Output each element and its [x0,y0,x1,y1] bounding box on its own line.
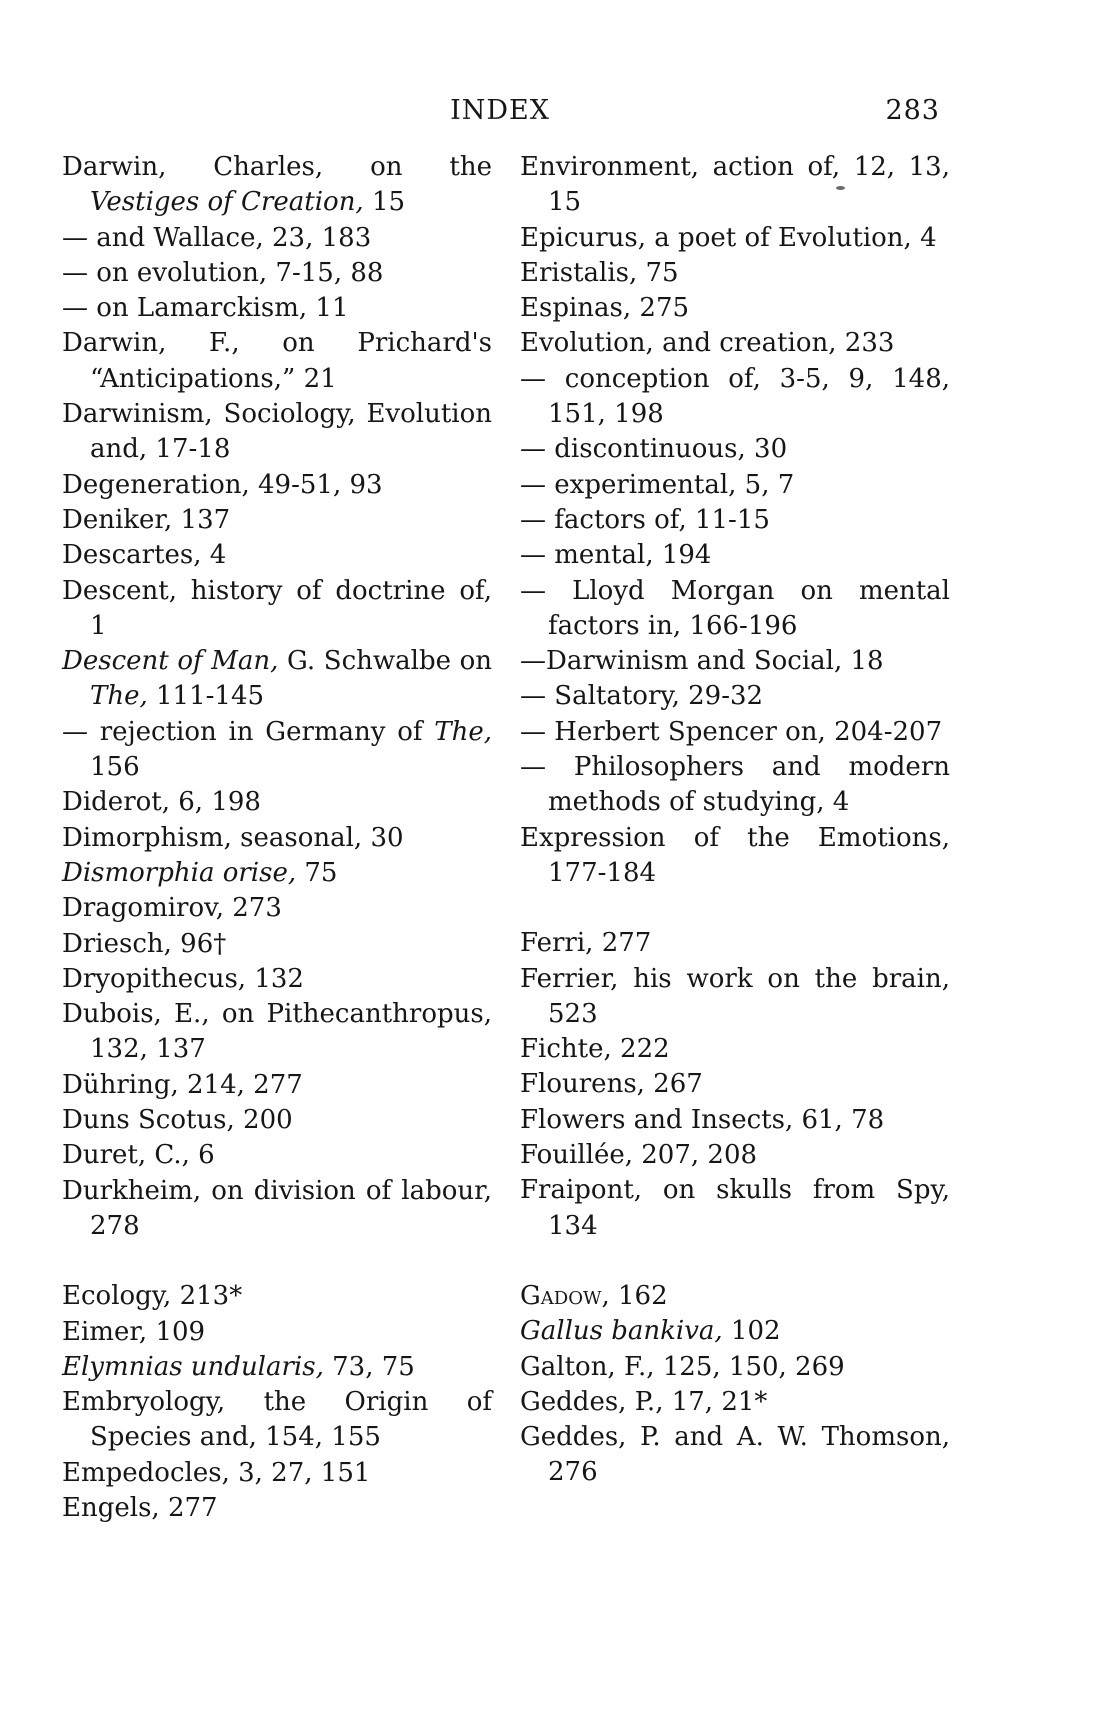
index-entry [62,856,492,891]
index-entry [520,256,950,291]
entry-text: Empedocles, 3, 27, 151 [62,1457,371,1488]
entry-text: 102 [722,1316,781,1347]
entry-text: Engels, 277 [62,1492,218,1523]
entry-text: 75 [296,857,338,888]
entry-text: — Philosophers and modern methods of studying, 4 [520,752,950,818]
entry-text: Eimer, 109 [62,1316,206,1347]
entry-text: —Darwinism and Social, 18 [520,646,884,677]
index-entry [520,503,950,538]
index-entry [62,150,492,221]
index-entry [62,1456,492,1491]
index-entry [520,926,950,961]
entry-text: Vestiges of Creation, [90,187,364,218]
entry-text: — experimental, 5, 7 [520,469,795,500]
entry-text: Ecology, 213* [62,1281,243,1312]
index-entry [520,1138,950,1173]
entry-text: Durkheim, on division of labour, 278 [62,1175,492,1241]
entry-text: G. Schwalbe on [278,646,492,677]
index-entry [520,1385,950,1420]
entry-text: — on Lamarckism, 11 [62,293,349,324]
entry-text: Fichte, 222 [520,1034,670,1065]
index-entry [62,785,492,820]
index-entry [520,679,950,714]
index-entry [520,715,950,750]
entry-text: — Saltatory, 29-32 [520,681,764,712]
entry-text: Dryopithecus, 132 [62,963,304,994]
index-entry [520,644,950,679]
entry-text: Dimorphism, seasonal, 30 [62,822,404,853]
index-entry [62,927,492,962]
entry-text: 15 [363,187,406,218]
index-entry [62,644,492,715]
entry-text: Eristalis, 75 [520,257,679,288]
index-entry [520,574,950,645]
entry-text: Flowers and Insects, 61, 78 [520,1104,885,1135]
index-column-right [520,150,950,1491]
index-entry [520,221,950,256]
index-entry [62,538,492,573]
entry-text: Darwin, F., on Prichard's “Anticipations,” 21 [62,328,492,394]
entry-text: Descent of Man, [62,646,279,677]
entry-text: — on evolution, 7-15, 88 [62,257,384,288]
index-entry [520,468,950,503]
entry-text: 156 [90,752,140,783]
index-entry [62,503,492,538]
index-entry [62,1279,492,1314]
entry-text: Degeneration, 49-51, 93 [62,469,383,500]
index-entry [62,1491,492,1526]
entry-text: The, [90,681,148,712]
index-entry [62,997,492,1068]
entry-text: — factors of, 11-15 [520,504,770,535]
entry-text: Elymnias undularis, [62,1351,324,1382]
entry-text: Epicurus, a poet of Evolution, 4 [520,222,937,253]
index-entry [520,1314,950,1349]
index-entry [520,538,950,573]
entry-text: Fraipont, on skulls from Spy, 134 [520,1175,950,1241]
index-entry [520,326,950,361]
page-number: 283 [885,95,940,126]
index-entry [62,1350,492,1385]
entry-text: Gallus bankiva, [520,1316,723,1347]
entry-text: — mental, 194 [520,540,712,571]
index-entry [62,397,492,468]
index-entry [520,821,950,892]
entry-text: Darwin, Charles, on the [62,152,492,182]
entry-text: — conception of, 3-5, 9, 148, 151, 198 [520,363,950,430]
entry-text: Duns Scotus, 200 [62,1105,293,1136]
page-title: INDEX [450,95,550,126]
page-header [60,95,940,135]
entry-text: Deniker, 137 [62,504,231,535]
entry-text: Expression of the Emotions, 177-184 [520,822,950,888]
entry-text: Flourens, 267 [520,1069,703,1100]
index-entry [520,750,950,821]
index-entry [520,432,950,467]
index-entry [520,1420,950,1491]
entry-text: Environment, action of, 12, 13, 15 [520,152,950,218]
entry-text: — and Wallace, 23, 183 [62,222,372,253]
index-entry [520,1067,950,1102]
entry-text: Espinas, 275 [520,293,690,324]
entry-text: Fouillée, 207, 208 [520,1140,758,1171]
index-entry [62,821,492,856]
entry-text: Embryology, the Origin of Species and, 154, 155 [62,1387,492,1453]
index-entry [62,256,492,291]
entry-text: 111-145 [147,681,265,712]
index-entry [520,962,950,1033]
index-entry [520,362,950,433]
index-entry [62,962,492,997]
index-entry [520,1103,950,1138]
entry-text: Duret, C., 6 [62,1140,215,1171]
print-speck [836,186,845,190]
index-entry [520,1279,950,1314]
entry-text: Evolution, and creation, 233 [520,328,895,359]
entry-text: 162 [609,1280,668,1311]
index-entry [62,326,492,397]
entry-text: Dühring, 214, 277 [62,1069,303,1100]
entry-text: Geddes, P., 17, 21* [520,1386,768,1417]
entry-text: — discontinuous, 30 [520,434,788,465]
entry-text: Descartes, 4 [62,540,227,571]
index-entry [520,1032,950,1067]
index-entry [520,1350,950,1385]
index-entry [62,291,492,326]
index-entry [520,150,950,221]
entry-text: Dismorphia orise, [62,857,297,888]
entry-text: 73, 75 [323,1351,415,1382]
index-entry [520,1173,950,1244]
entry-text: Descent, history of doctrine of, 1 [62,575,492,641]
entry-text: Geddes, P. and A. W. Thomson, 276 [520,1422,950,1488]
index-entry [62,468,492,503]
index-entry [520,291,950,326]
index-entry [62,1138,492,1173]
entry-text: — Herbert Spencer on, 204-207 [520,716,943,747]
index-entry [62,1315,492,1350]
entry-text: Driesch, 96† [62,928,227,959]
index-entry [62,715,492,786]
index-entry [62,1103,492,1138]
entry-text: Dragomirov, 273 [62,893,282,924]
entry-text: Gadow, [520,1280,610,1311]
index-entry [62,221,492,256]
entry-text: The, [434,716,492,747]
entry-text: — Lloyd Morgan on mental factors in, 166-196 [520,575,950,641]
index-entry [62,1385,492,1456]
index-column-left [62,150,492,1526]
entry-text: Darwinism, Sociology, Evolution and, 17-18 [62,399,492,465]
entry-text: Ferri, 277 [520,928,652,959]
entry-text: Dubois, E., on Pithecanthropus, 132, 137 [62,999,492,1065]
index-entry [62,1068,492,1103]
entry-text: Diderot, 6, 198 [62,787,261,818]
index-entry [62,891,492,926]
index-entry [62,574,492,645]
entry-text: Ferrier, his work on the brain, 523 [520,963,950,1029]
entry-text: — rejection in Germany of [62,716,435,747]
index-entry [62,1174,492,1245]
entry-text: Galton, F., 125, 150, 269 [520,1351,845,1382]
